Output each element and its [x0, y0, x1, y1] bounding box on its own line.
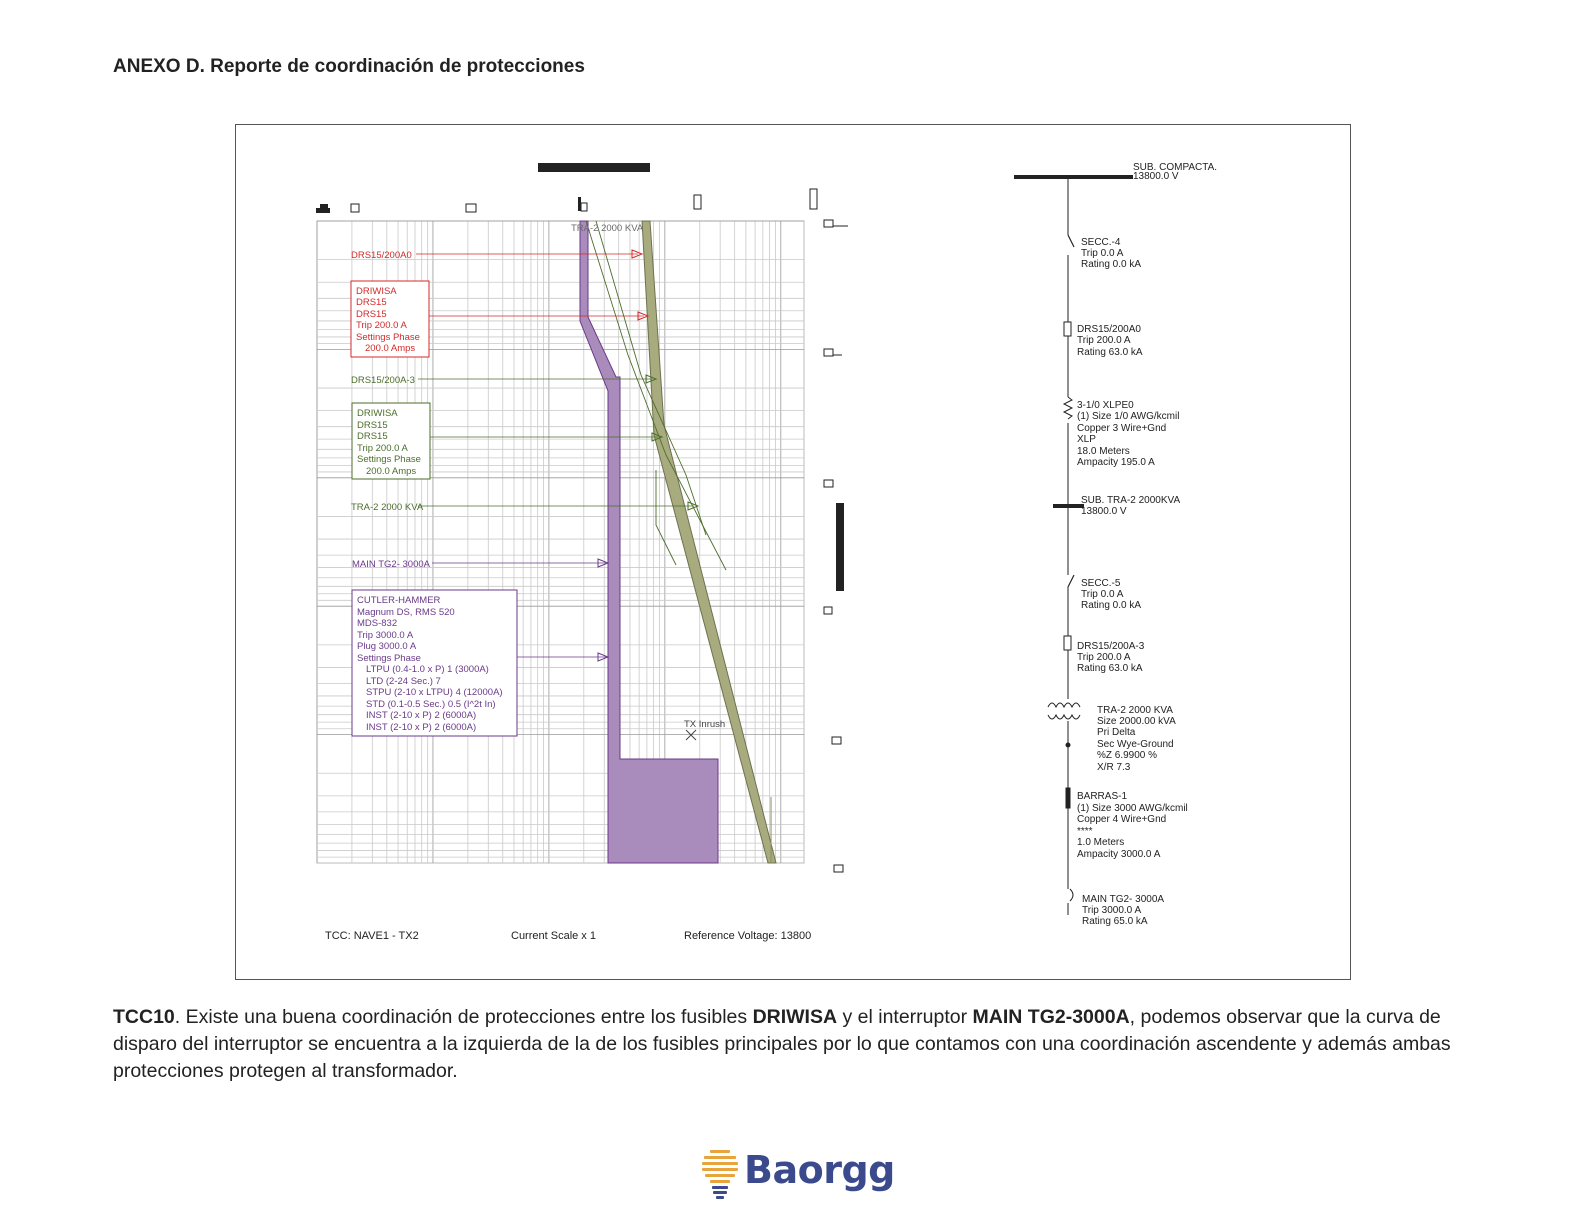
top-curve-label: TRA-2 2000 KVA [571, 223, 644, 234]
svg-text:(1) Size 1/0 AWG/kcmil: (1) Size 1/0 AWG/kcmil [1077, 411, 1180, 422]
tcc-svg [236, 125, 1352, 981]
company-logo [700, 1144, 895, 1200]
red-settings-box [351, 281, 429, 357]
svg-text:X/R 7.3: X/R 7.3 [1097, 762, 1131, 773]
main-label: MAIN TG2- 3000A [352, 559, 430, 570]
svg-text:Trip 0.0 A: Trip 0.0 A [1081, 248, 1124, 259]
svg-text:LTD (2-24 Sec.) 7: LTD (2-24 Sec.) 7 [366, 676, 441, 687]
svg-text:Rating 0.0 kA: Rating 0.0 kA [1081, 600, 1142, 611]
svg-text:DRIWISA: DRIWISA [357, 408, 398, 419]
switch-secc5 [1068, 575, 1074, 587]
right-axis-glyphs [824, 220, 848, 872]
svg-text:INST (2-10 x P) 2 (6000A): INST (2-10 x P) 2 (6000A) [366, 722, 477, 733]
svg-text:Copper 3 Wire+Gnd: Copper 3 Wire+Gnd [1077, 423, 1167, 434]
tcc-footer [325, 930, 811, 942]
svg-text:SECC.-4: SECC.-4 [1081, 237, 1121, 248]
lightbulb-icon [700, 1144, 742, 1200]
svg-text:Rating 63.0 kA: Rating 63.0 kA [1077, 347, 1143, 358]
svg-text:BARRAS-1: BARRAS-1 [1077, 791, 1128, 802]
svg-text:Rating 63.0 kA: Rating 63.0 kA [1077, 663, 1143, 674]
svg-text:DRS15: DRS15 [356, 297, 387, 308]
svg-text:SUB. TRA-2 2000KVA: SUB. TRA-2 2000KVA [1081, 495, 1181, 506]
switch-secc4 [1068, 235, 1074, 247]
cable-symbol [1064, 397, 1072, 419]
svg-text:XLP: XLP [1077, 434, 1096, 445]
svg-text:DRS15: DRS15 [357, 420, 388, 431]
svg-text:DRS15/200A0: DRS15/200A0 [1077, 324, 1141, 335]
drs3-label: DRS15/200A-3 [351, 375, 415, 386]
svg-text:Rating 0.0 kA: Rating 0.0 kA [1081, 259, 1142, 270]
svg-text:(1) Size 3000 AWG/kcmil: (1) Size 3000 AWG/kcmil [1077, 803, 1188, 814]
svg-text:Settings Phase: Settings Phase [357, 454, 421, 465]
svg-text:Trip 0.0 A: Trip 0.0 A [1081, 589, 1124, 600]
svg-text:Ampacity 195.0 A: Ampacity 195.0 A [1077, 457, 1155, 468]
svg-text:MAIN TG2- 3000A: MAIN TG2- 3000A [1082, 894, 1165, 905]
svg-text:Plug 3000.0 A: Plug 3000.0 A [357, 641, 417, 652]
svg-text:SECC.-5: SECC.-5 [1081, 578, 1121, 589]
svg-text:Trip 200.0 A: Trip 200.0 A [1077, 652, 1131, 663]
svg-text:TRA-2 2000 KVA: TRA-2 2000 KVA [1097, 705, 1173, 716]
svg-text:Settings Phase: Settings Phase [357, 653, 421, 664]
fuse-2 [1064, 636, 1071, 650]
svg-text:%Z 6.9900 %: %Z 6.9900 % [1097, 750, 1158, 761]
figure-caption: TCC10. Existe una buena coordinación de protecciones entre los fusibles DRIWISA y el interruptor MAIN TG2-3000A, podemos observar que la curva de disparo del interruptor se encuentra a la izquierda de la de los fusibles principales por lo que contamos con una coordinación ascendente y además ambas protecciones protegen al transformador. [113, 1006, 1451, 1082]
svg-text:Rating 65.0 kA: Rating 65.0 kA [1082, 916, 1148, 927]
svg-text:13800.0 V: 13800.0 V [1133, 171, 1179, 182]
svg-text:DRS15: DRS15 [356, 309, 387, 320]
svg-text:Settings Phase: Settings Phase [356, 332, 420, 343]
svg-text:Trip 200.0 A: Trip 200.0 A [356, 320, 407, 331]
svg-text:3-1/0 XLPE0: 3-1/0 XLPE0 [1077, 400, 1134, 411]
svg-text:Ampacity 3000.0 A: Ampacity 3000.0 A [1077, 849, 1161, 860]
svg-text:SUB. COMPACTA.: SUB. COMPACTA. [1133, 162, 1218, 173]
green-settings-box [352, 403, 430, 479]
svg-text:Size 2000.00 kVA: Size 2000.00 kVA [1097, 716, 1176, 727]
svg-text:1.0 Meters: 1.0 Meters [1077, 837, 1125, 848]
transformer-symbol [1048, 703, 1080, 707]
svg-text:Trip 200.0 A: Trip 200.0 A [357, 443, 408, 454]
svg-text:STPU (2-10 x LTPU) 4 (12000A): STPU (2-10 x LTPU) 4 (12000A) [366, 687, 503, 698]
svg-text:DRS15: DRS15 [357, 431, 388, 442]
svg-text:200.0 Amps: 200.0 Amps [366, 466, 417, 477]
one-line-labels [1077, 162, 1217, 927]
svg-text:CUTLER-HAMMER: CUTLER-HAMMER [357, 595, 441, 606]
tra-label: TRA-2 2000 KVA [351, 502, 424, 513]
svg-text:Copper 4 Wire+Gnd: Copper 4 Wire+Gnd [1077, 814, 1167, 825]
svg-text:MDS-832: MDS-832 [357, 618, 398, 629]
svg-text:Sec Wye-Ground: Sec Wye-Ground [1097, 739, 1174, 750]
svg-text:13800.0 V: 13800.0 V [1081, 506, 1127, 517]
tcc-figure [235, 124, 1351, 980]
fuse-1 [1064, 322, 1071, 336]
svg-text:200.0 Amps: 200.0 Amps [365, 343, 416, 354]
svg-text:LTPU (0.4-1.0 x P) 1 (3000A): LTPU (0.4-1.0 x P) 1 (3000A) [366, 664, 489, 675]
page-heading: ANEXO D. Reporte de coordinación de protecciones [113, 56, 585, 77]
reference-voltage: Reference Voltage: 13800 [684, 930, 812, 942]
tcc-name: TCC: NAVE1 - TX2 [325, 930, 419, 942]
purple-settings-box [352, 590, 517, 736]
logo-text: Baorgg [744, 1148, 895, 1192]
svg-text:STD (0.1-0.5 Sec.) 0.5 (I^2t I: STD (0.1-0.5 Sec.) 0.5 (I^2t In) [366, 699, 496, 710]
svg-text:18.0 Meters: 18.0 Meters [1077, 446, 1130, 457]
svg-text:Trip 200.0 A: Trip 200.0 A [1077, 335, 1131, 346]
breaker-symbol [1070, 889, 1073, 901]
svg-text:Trip 3000.0 A: Trip 3000.0 A [1082, 905, 1142, 916]
busway-symbol [1066, 788, 1070, 808]
svg-text:Trip 3000.0 A: Trip 3000.0 A [357, 630, 414, 641]
svg-text:DRS15/200A-3: DRS15/200A-3 [1077, 641, 1145, 652]
current-scale: Current Scale x 1 [511, 930, 596, 942]
inrush-label: TX Inrush [684, 719, 726, 730]
svg-text:Pri Delta: Pri Delta [1097, 727, 1136, 738]
svg-text:DRIWISA: DRIWISA [356, 286, 397, 297]
svg-text:****: **** [1077, 826, 1093, 837]
drs1-label: DRS15/200A0 [351, 250, 412, 261]
scale-header-glyphs [316, 163, 817, 213]
svg-text:INST (2-10 x P) 2 (6000A): INST (2-10 x P) 2 (6000A) [366, 710, 477, 721]
svg-text:Magnum DS, RMS 520: Magnum DS, RMS 520 [357, 607, 455, 618]
